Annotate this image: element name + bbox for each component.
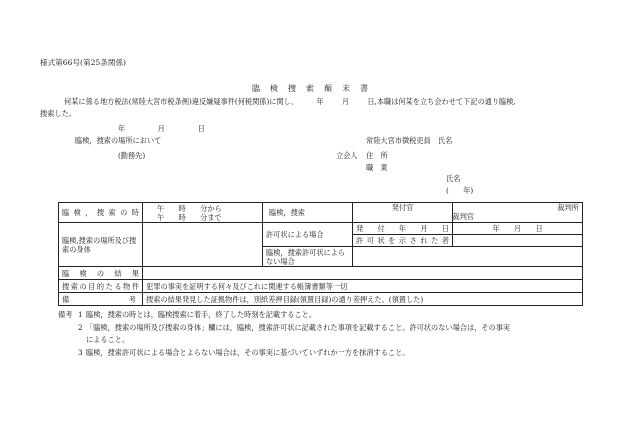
issue-date-value: 年 月 日 bbox=[453, 223, 583, 235]
note-1 bbox=[58, 309, 598, 322]
witness-name-label: 氏名 bbox=[446, 174, 461, 183]
note-2-text: 「臨検，捜索の場所及び捜索の身体」欄には，臨検，捜索許可状に記載された事項を記載すること。許可状のない場合は，その事実 bbox=[86, 322, 511, 332]
notes-section bbox=[58, 309, 598, 359]
intro-paragraph bbox=[40, 96, 600, 120]
shown-to-value bbox=[453, 235, 583, 247]
intro-text-b: 日,本職は何某を立ち会わせて下記の通り臨検, bbox=[367, 97, 516, 106]
witness-occupation-label: 職 業 bbox=[366, 163, 388, 172]
witness-age-label: ( 年) bbox=[446, 186, 474, 195]
record-table bbox=[58, 202, 583, 306]
note-1-number: 1 bbox=[78, 310, 83, 319]
official-label: 常陸大宮市徴税吏員 氏名 bbox=[366, 136, 453, 145]
target-label: 捜索の目的たる物件 bbox=[59, 280, 143, 293]
type-label: 臨検，捜索 bbox=[263, 203, 353, 223]
no-warrant-label: 臨検，捜索許可状によらない場合 bbox=[263, 247, 353, 267]
result-label: 臨検の結果 bbox=[59, 267, 143, 280]
note-2-continuation: によること。 bbox=[86, 335, 130, 344]
time-from: 午 時 分から bbox=[157, 203, 222, 213]
date-month: 月 bbox=[157, 124, 165, 133]
warrant-label: 許可状による場合 bbox=[263, 223, 353, 247]
date-year: 年 bbox=[118, 124, 126, 133]
result-value bbox=[143, 267, 583, 280]
intro-month: 月 bbox=[341, 97, 350, 106]
time-label: 臨検，捜索の時 bbox=[59, 203, 143, 223]
no-warrant-value bbox=[353, 247, 583, 267]
note-2 bbox=[58, 322, 598, 335]
target-value: 犯罪の事実を証明する何々及びこれに関連する帳簿書類等一切 bbox=[143, 280, 583, 293]
date-line bbox=[118, 124, 205, 133]
place-body-value bbox=[143, 223, 263, 267]
remarks-value: 捜索の結果発見した証拠物件は，別紙差押目録(領置目録)の通り差押えた。(領置した) bbox=[143, 293, 583, 306]
issuer-label: 発付官 bbox=[391, 203, 414, 212]
remarks-label: 備考 bbox=[59, 293, 143, 306]
time-to: 午 時 分まで bbox=[157, 212, 222, 222]
shown-to-label: 許可状を示された者 bbox=[353, 235, 453, 247]
date-day: 日 bbox=[197, 124, 205, 133]
witness-address-label: 住 所 bbox=[366, 151, 388, 160]
note-1-text: 臨検，捜索の時とは，臨検捜索に着手，終了した時刻を記載すること。 bbox=[86, 310, 317, 319]
witness-address-row bbox=[336, 151, 388, 160]
place-body-label: 臨検,捜索の場所及び捜索の身体 bbox=[59, 223, 143, 267]
intro-text-line2: 捜索した。 bbox=[40, 109, 76, 118]
issue-date-label: 発付年月日 bbox=[353, 223, 453, 235]
form-number: 様式第66号(第25条関係) bbox=[40, 58, 126, 67]
note-3-number: 3 bbox=[78, 347, 83, 357]
issuer-cell bbox=[353, 203, 474, 223]
note-3-text: 臨検，捜索許可状による場合とよらない場合は，その事実に基づいていずれか一方を抹消すること。 bbox=[86, 347, 410, 357]
document-title: 臨検捜索顛末書 bbox=[252, 84, 378, 93]
time-range bbox=[143, 203, 263, 223]
witness-label: 立会人 bbox=[336, 151, 358, 160]
place-label: 臨検，捜索の場所において bbox=[75, 136, 162, 145]
note-3 bbox=[58, 347, 598, 360]
intro-text-a: 何某に係る地方税法(常陸大宮市税条例)違反嫌疑事件(何税関係)に関し、 bbox=[64, 97, 299, 106]
notes-head: 備考 bbox=[58, 310, 73, 319]
intro-year: 年 bbox=[316, 97, 324, 106]
note-2-number: 2 bbox=[78, 322, 83, 332]
workplace-label: (勤務先) bbox=[118, 151, 146, 160]
court-label: 裁判所 bbox=[557, 203, 579, 212]
judge-label: 裁判官 bbox=[452, 212, 474, 221]
